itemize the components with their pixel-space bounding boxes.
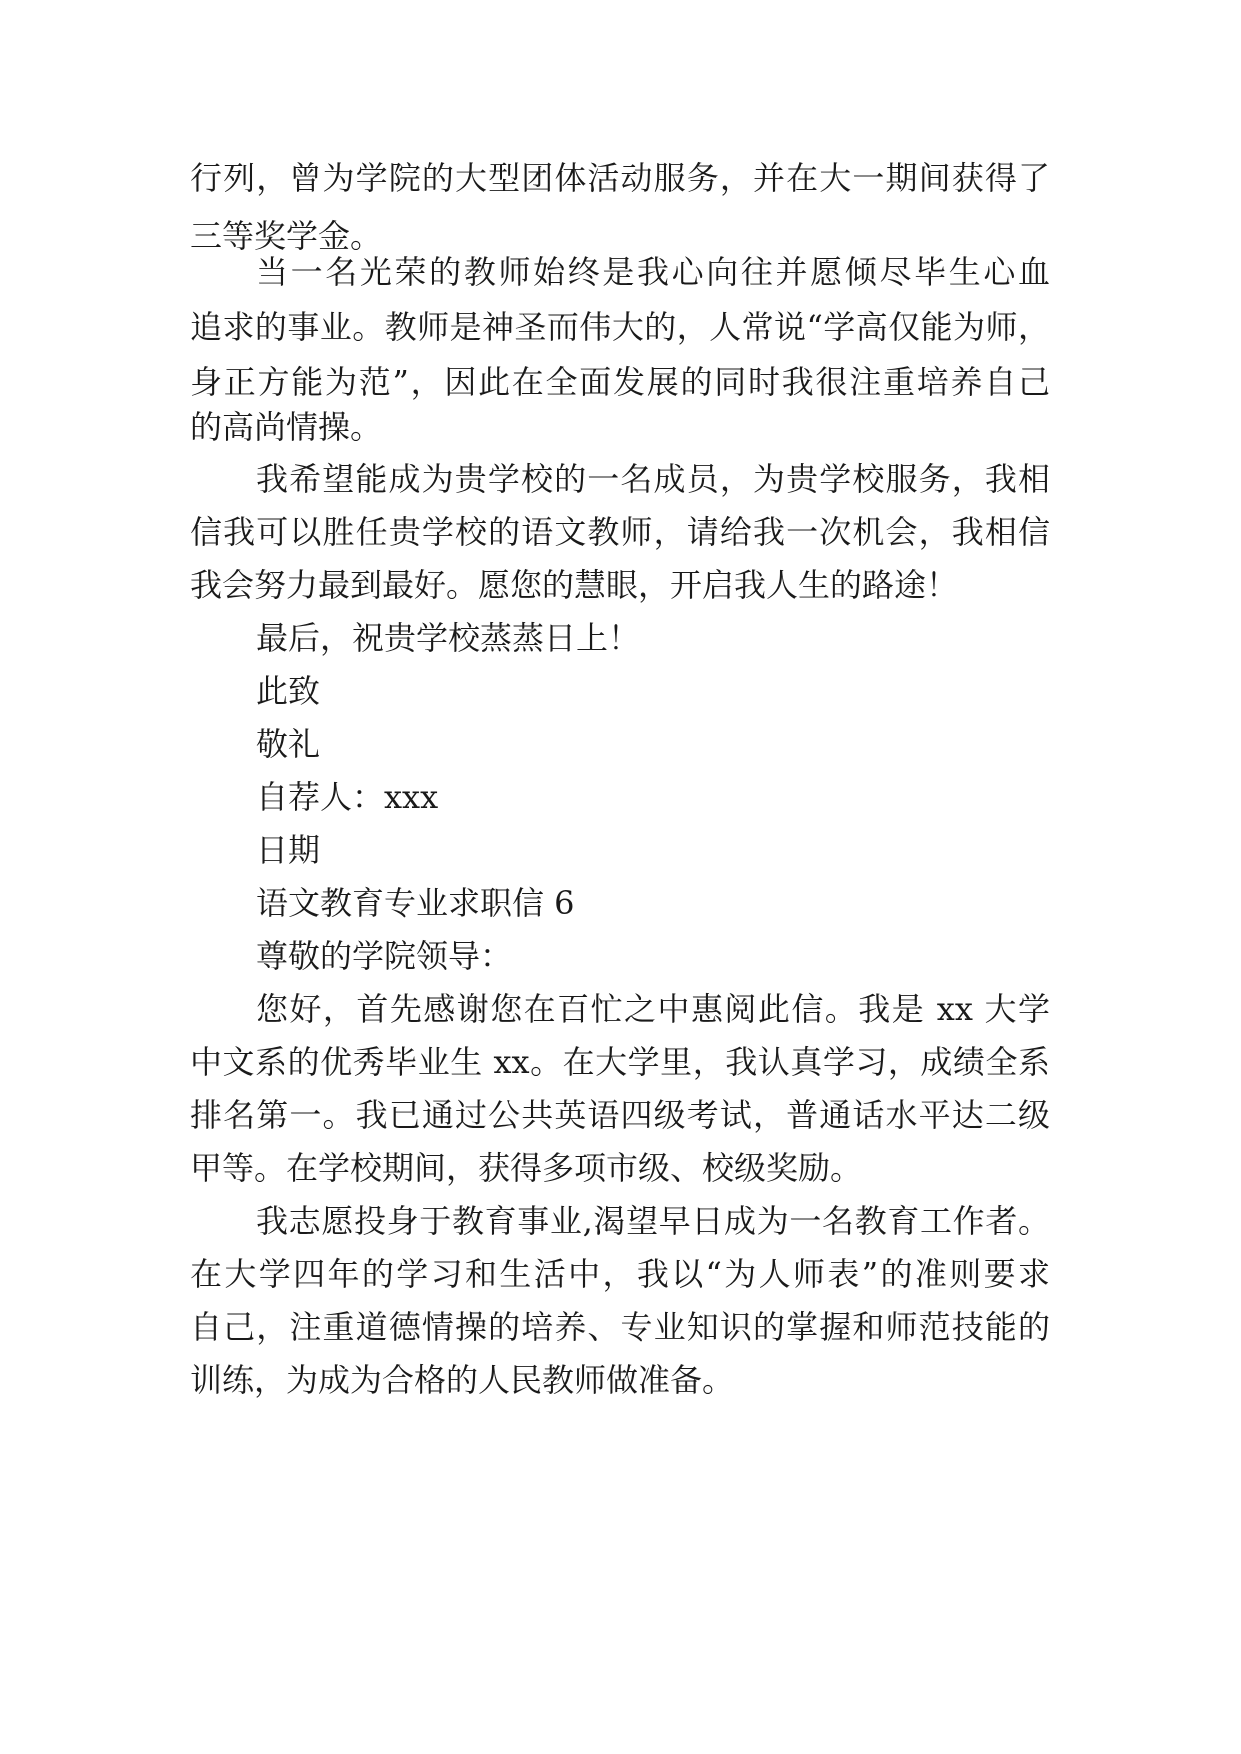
paragraph-line: 自己，注重道德情操的培养、专业知识的掌握和师范技能的	[190, 1308, 1050, 1346]
paragraph-line: 我会努力最到最好。愿您的慧眼，开启我人生的路途！	[190, 566, 959, 604]
paragraph-line: 身正方能为范”，因此在全面发展的同时我很注重培养自己	[190, 363, 1050, 401]
closing-salutation: 此致	[256, 672, 321, 710]
paragraph-line: 信我可以胜任贵学校的语文教师，请给我一次机会，我相信	[190, 513, 1050, 551]
date-line: 日期	[256, 831, 321, 869]
paragraph-line: 我希望能成为贵学校的一名成员，为贵学校服务，我相	[256, 460, 1050, 498]
closing-wish: 最后，祝贵学校蒸蒸日上！	[256, 619, 641, 657]
paragraph-line: 我志愿投身于教育事业,渴望早日成为一名教育工作者。	[256, 1202, 1050, 1240]
paragraph-line: 您好，首先感谢您在百忙之中惠阅此信。我是 xx 大学	[256, 990, 1050, 1028]
paragraph-line: 甲等。在学校期间，获得多项市级、校级奖励。	[190, 1149, 863, 1187]
closing-regards: 敬礼	[256, 725, 321, 763]
paragraph-line: 的高尚情操。	[190, 408, 383, 446]
paragraph-line: 排名第一。我已通过公共英语四级考试，普通话水平达二级	[190, 1096, 1050, 1134]
paragraph-line: 训练，为成为合格的人民教师做准备。	[190, 1361, 735, 1399]
paragraph-line: 中文系的优秀毕业生 xx。在大学里，我认真学习，成绩全系	[190, 1043, 1050, 1081]
paragraph-line: 三等奖学金。	[190, 217, 383, 255]
section-title: 语文教育专业求职信 6	[256, 884, 575, 922]
signature-line: 自荐人：xxx	[256, 778, 439, 816]
paragraph-line: 行列，曾为学院的大型团体活动服务，并在大一期间获得了	[190, 159, 1050, 197]
paragraph-line: 当一名光荣的教师始终是我心向往并愿倾尽毕生心血	[256, 253, 1050, 291]
paragraph-line: 追求的事业。教师是神圣而伟大的，人常说“学高仅能为师，	[190, 308, 1050, 346]
paragraph-line: 在大学四年的学习和生活中，我以“为人师表”的准则要求	[190, 1255, 1050, 1293]
greeting-line: 尊敬的学院领导：	[256, 937, 513, 975]
